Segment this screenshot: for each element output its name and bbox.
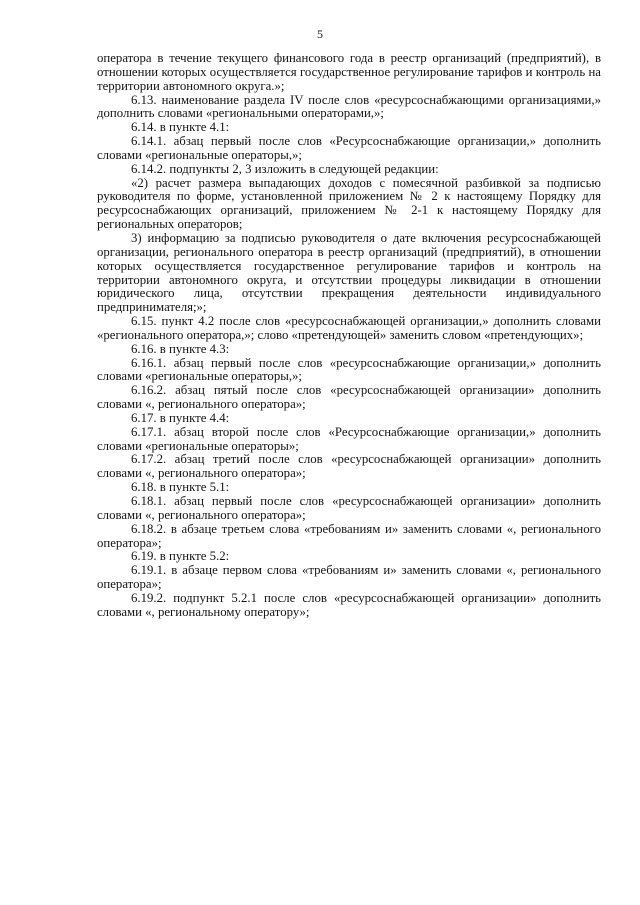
page-number: 5 (317, 27, 323, 41)
paragraph: 6.19. в пункте 5.2: (131, 549, 230, 564)
paragraph: 6.17. в пункте 4.4: (131, 410, 230, 425)
paragraph: «2) расчет размера выпадающих доходов с помесячной разбивкой за подписью руководителя по форме, установленной приложением № 2 к настоящему Порядку для ресурсоснабжающих организаций, приложением № 2-1 к настоящему Порядку для региональных операторов; (97, 175, 601, 232)
paragraph: 6.17.2. абзац третий после слов «ресурсоснабжающей организации» дополнить словами «, регионального оператора»; (97, 452, 601, 481)
paragraph: 6.18.1. абзац первый после слов «ресурсоснабжающей организации» дополнить словами «, регионального оператора»; (97, 494, 601, 522)
paragraph: 6.18. в пункте 5.1: (131, 480, 230, 495)
paragraph: 3) информацию за подписью руководителя о дате включения ресурсоснабжающей организации, регионального оператора в реестр организаций (предприятий), в отношении которых осуществляется государственное регулирование тарифов и контроль на территории автономного округа, и отсутствии процедуры ликвидации в отношении юридического лица, отсутствии прекращения деятельности индивидуального предпринимателя;»; (97, 230, 601, 315)
paragraph: 6.19.2. подпункт 5.2.1 после слов «ресурсоснабжающей организации» дополнить словами «, региональному оператору»; (97, 590, 601, 619)
paragraph: 6.16.2. абзац пятый после слов «ресурсоснабжающей организации» дополнить словами «, регионального оператора»; (97, 383, 601, 412)
paragraph: 6.16. в пункте 4.3: (131, 341, 230, 356)
paragraph: 6.18.2. в абзаце третьем слова «требованиям и» заменить словами «, регионального оператора»; (97, 521, 601, 550)
paragraph: 6.13. наименование раздела IV после слов «ресурсоснабжающими организациями,» дополнить словами «региональными операторами,»; (97, 92, 601, 121)
paragraph: 6.19.1. в абзаце первом слова «требованиям и» заменить словами «, регионального оператора»; (97, 563, 601, 592)
paragraph: 6.17.1. абзац второй после слов «Ресурсоснабжающие организации,» дополнить словами «региональные операторы»; (97, 424, 601, 453)
paragraph: 6.15. пункт 4.2 после слов «ресурсоснабжающей организации,» дополнить словами «регионального оператора,»; слово «претендующей» заменить словом «претендующих»; (97, 314, 601, 342)
paragraph: 6.14.2. подпункты 2, 3 изложить в следующей редакции: (131, 161, 439, 176)
paragraph: 6.16.1. абзац первый после слов «ресурсоснабжающие организации,» дополнить словами «региональные операторы,»; (97, 355, 601, 384)
paragraph: 6.14.1. абзац первый после слов «Ресурсоснабжающие организации,» дополнить словами «региональные операторы,»; (97, 134, 601, 162)
paragraph: 6.14. в пункте 4.1: (131, 120, 230, 135)
document-body (97, 52, 601, 620)
paragraph: оператора в течение текущего финансового года в реестр организаций (предприятий), в отношении которых осуществляется государственное регулирование тарифов и контроль на территории автономного округа.»; (97, 51, 601, 93)
